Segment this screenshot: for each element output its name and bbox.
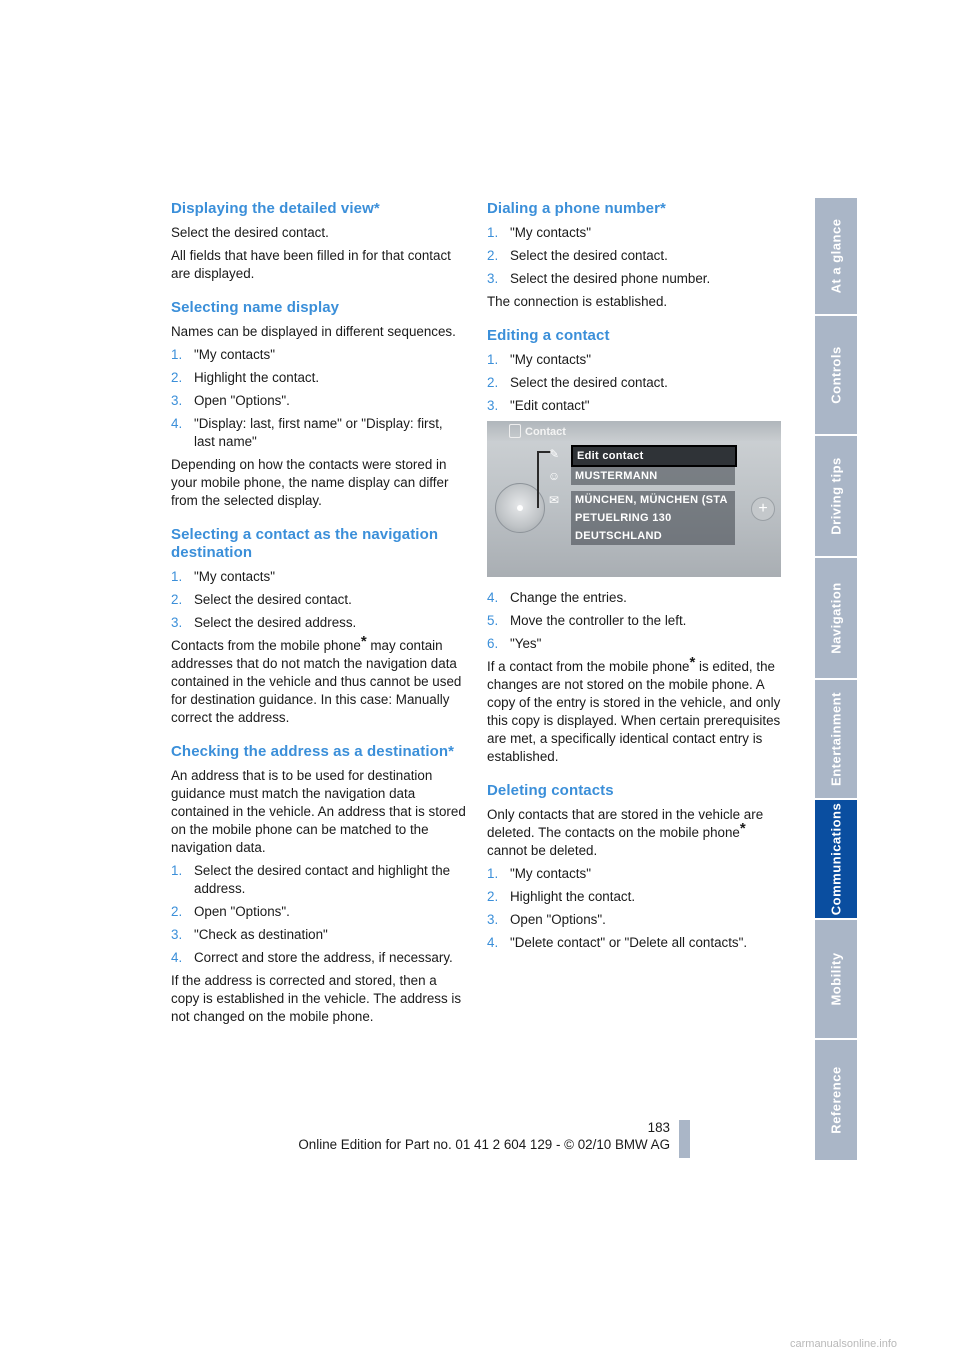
heading-name-display: Selecting name display: [171, 299, 340, 316]
paragraph: An address that is to be used for destination guidance must match the navigation data contained in the vehicle. An address that is stored on the mobile phone can be matched to the navigation data.: [171, 768, 466, 855]
heading-check-destination: Checking the address as a destination*: [171, 743, 455, 760]
heading-navigation-destination: Selecting a contact as the navigation destination: [171, 526, 439, 561]
list-item: 2. Select the desired contact.: [171, 592, 352, 607]
address-row-1: MÜNCHEN, MÜNCHEN (STA: [571, 491, 735, 509]
list-item: 3. Open "Options".: [487, 912, 606, 927]
tab-communications[interactable]: Communications: [815, 800, 857, 920]
watermark: carmanualsonline.info: [790, 1338, 898, 1350]
address-row-3: DEUTSCHLAND: [571, 527, 735, 545]
tab-driving-tips[interactable]: Driving tips: [815, 436, 857, 558]
paragraph: Only contacts that are stored in the vehicle are deleted. The contacts on the mobile phone* cannot be deleted.: [487, 807, 764, 858]
paragraph: Select the desired contact.: [171, 225, 329, 240]
step-list: [487, 865, 783, 952]
list-item: 5. Move the controller to the left.: [487, 613, 687, 628]
list-item: 1. "My contacts": [171, 569, 275, 584]
idrive-screenshot: [487, 421, 781, 577]
list-item: 2. Open "Options".: [171, 904, 290, 919]
paragraph: If a contact from the mobile phone* is edited, the changes are not stored on the mobile phone. A copy of the entry is stored in the vehicle, and only this copy is displayed. When certain prerequisites are met, a specifically identical contact entry is established.: [487, 654, 781, 764]
plus-icon: +: [751, 497, 775, 521]
list-item: 1. "My contacts": [487, 866, 591, 881]
step-list: [487, 224, 783, 288]
list-item: 6. "Yes": [487, 636, 542, 651]
paragraph: If the address is corrected and stored, then a copy is established in the vehicle. The address is not changed on the mobile phone.: [171, 973, 462, 1024]
tab-entertainment[interactable]: Entertainment: [815, 680, 857, 800]
heading-deleting-contacts: Deleting contacts: [487, 782, 614, 799]
list-item: 3. "Check as destination": [171, 927, 328, 942]
paragraph: The connection is established.: [487, 294, 668, 309]
tab-controls[interactable]: Controls: [815, 316, 857, 436]
list-item: 4. "Display: last, first name" or "Display: first, last name": [171, 416, 443, 449]
list-item: 3. Select the desired phone number.: [487, 271, 711, 286]
asterisk: *: [360, 633, 367, 650]
paragraph: Contacts from the mobile phone* may contain addresses that do not match the navigation data contained in the vehicle and thus cannot be used for destination guidance. In this case: Manually correct the address.: [171, 633, 462, 725]
page-number: 183: [647, 1120, 670, 1135]
address-row-2: PETUELRING 130: [571, 509, 735, 527]
screen-title: Contact: [525, 426, 566, 438]
list-item: 1. "My contacts": [487, 352, 591, 367]
edit-contact-row: Edit contact: [571, 445, 737, 467]
list-item: 4. "Delete contact" or "Delete all contacts".: [487, 935, 748, 950]
list-item: 2. Highlight the contact.: [171, 370, 320, 385]
tab-reference[interactable]: Reference: [815, 1040, 857, 1162]
asterisk: *: [739, 820, 746, 837]
tab-at-a-glance[interactable]: At a glance: [815, 198, 857, 316]
page-marker-bar: [679, 1120, 690, 1158]
list-item: 1. "My contacts": [171, 347, 275, 362]
list-item: 3. Select the desired address.: [171, 615, 357, 630]
list-item: 1. "My contacts": [487, 225, 591, 240]
step-list: [487, 351, 783, 415]
list-item: 1. Select the desired contact and highlight the address.: [171, 863, 451, 896]
list-item: 2. Select the desired contact.: [487, 375, 668, 390]
paragraph: All fields that have been filled in for that contact are displayed.: [171, 248, 451, 281]
step-list: [171, 862, 467, 967]
contact-card-icon: [509, 424, 521, 438]
pencil-icon: ✎: [548, 447, 560, 461]
heading-detailed-view: Displaying the detailed view*: [171, 200, 380, 217]
paragraph: Names can be displayed in different sequences.: [171, 324, 456, 339]
tab-navigation[interactable]: Navigation: [815, 558, 857, 680]
name-row: MUSTERMANN: [571, 467, 735, 485]
list-item: 3. Open "Options".: [171, 393, 290, 408]
step-list: [487, 589, 783, 653]
list-item: 2. Highlight the contact.: [487, 889, 636, 904]
paragraph: Depending on how the contacts were stored in your mobile phone, the name display can differ from the selected display.: [171, 457, 449, 508]
right-column: [487, 200, 783, 957]
address-icon: ✉: [548, 493, 560, 507]
left-column: [171, 200, 467, 1031]
person-icon: ☺: [547, 469, 561, 483]
step-list: [171, 568, 467, 632]
list-item: 3. "Edit contact": [487, 398, 590, 413]
heading-editing-contact: Editing a contact: [487, 327, 610, 344]
list-item: 2. Select the desired contact.: [487, 248, 668, 263]
tab-mobility[interactable]: Mobility: [815, 920, 857, 1040]
step-list: [171, 346, 467, 451]
footer-edition: Online Edition for Part no. 01 41 2 604 129 - © 02/10 BMW AG: [298, 1137, 670, 1152]
list-item: 4. Correct and store the address, if necessary.: [171, 950, 453, 965]
heading-dialing: Dialing a phone number*: [487, 200, 666, 217]
list-item: 4. Change the entries.: [487, 590, 627, 605]
asterisk: *: [689, 654, 696, 671]
